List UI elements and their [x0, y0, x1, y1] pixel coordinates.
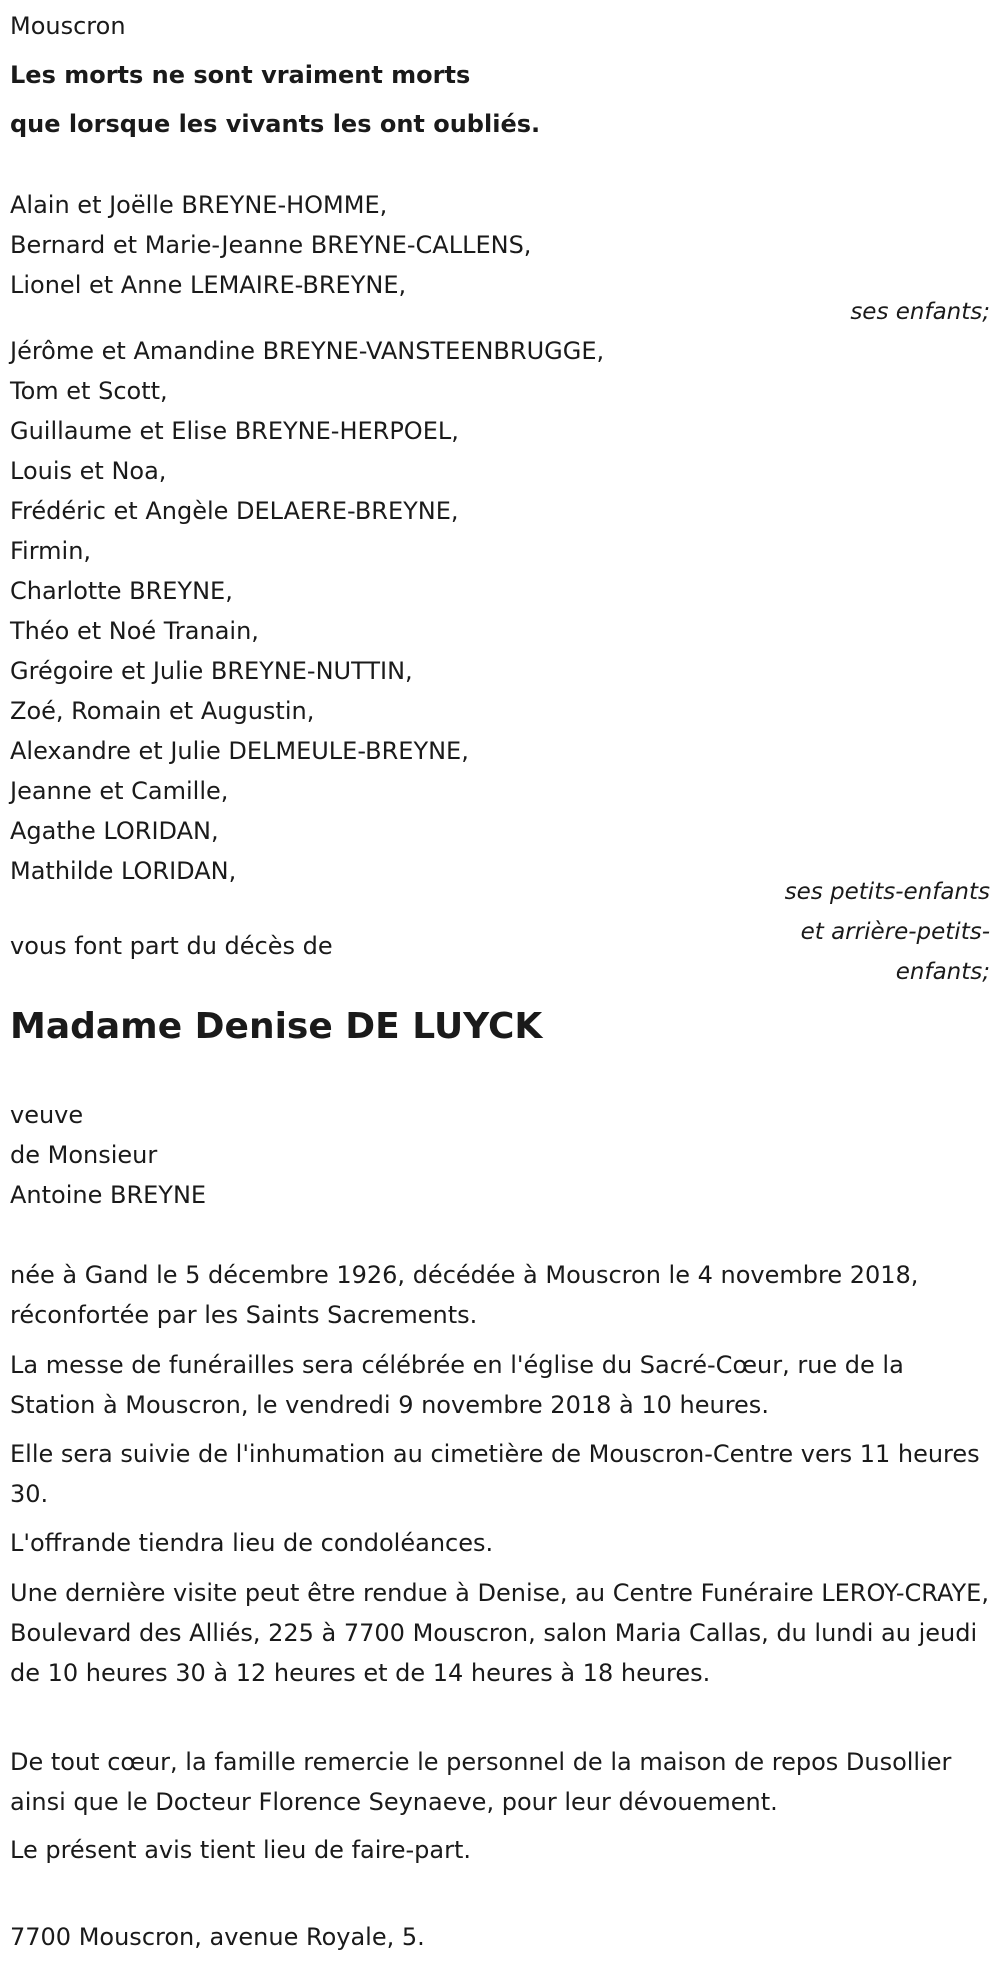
child-entry: Lionel et Anne LEMAIRE-BREYNE, [10, 271, 407, 299]
children-list [10, 185, 531, 305]
thanks-paragraph: De tout cœur, la famille remercie le personnel de la maison de repos Dusollier ainsi que le Docteur Florence Seynaeve, pour leur dévouement. [10, 1748, 952, 1816]
widow-line-1: veuve [10, 1101, 84, 1129]
quote-line-1: Les morts ne sont vraiment morts [10, 61, 471, 89]
grandchild-entry: Firmin, [10, 537, 92, 565]
grandchild-entry: Grégoire et Julie BREYNE-NUTTIN, [10, 657, 413, 685]
grandchildren-label-line-1: ses petits-enfants [784, 879, 990, 905]
quote-line-2: que lorsque les vivants les ont oubliés. [10, 110, 541, 138]
city-heading: Mouscron [10, 12, 126, 40]
children-label: ses enfants; [850, 299, 990, 325]
notice-paragraph: Le présent avis tient lieu de faire-part. [10, 1836, 472, 1864]
birth-death-paragraph: née à Gand le 5 décembre 1926, décédée à Mouscron le 4 novembre 2018, réconfortée par les Saints Sacrements. [10, 1261, 919, 1329]
widow-line-2: de Monsieur [10, 1141, 158, 1169]
widow-line-3: Antoine BREYNE [10, 1181, 207, 1209]
grandchildren-label [785, 872, 990, 992]
visit-paragraph: Une dernière visite peut être rendue à Denise, au Centre Funéraire LEROY-CRAYE, Boulevard des Alliés, 225 à 7700 Mouscron, salon Maria Callas, du lundi au jeudi de 10 heures 30 à 12 heures et de 14 heures à 18 heures. [10, 1579, 989, 1687]
deceased-name: Madame Denise DE LUYCK [10, 1006, 543, 1047]
grandchild-entry: Alexandre et Julie DELMEULE-BREYNE, [10, 737, 469, 765]
grandchild-entry: Louis et Noa, [10, 457, 167, 485]
grandchild-entry: Jérôme et Amandine BREYNE-VANSTEENBRUGGE, [10, 337, 605, 365]
grandchild-entry: Zoé, Romain et Augustin, [10, 697, 315, 725]
grandchild-entry: Tom et Scott, [10, 377, 168, 405]
widow-block [10, 1095, 206, 1215]
grandchildren-list [10, 331, 604, 891]
grandchild-entry: Guillaume et Elise BREYNE-HERPOEL, [10, 417, 459, 445]
grandchild-entry: Charlotte BREYNE, [10, 577, 233, 605]
funeral-mass-paragraph: La messe de funérailles sera célébrée en l'église du Sacré-Cœur, rue de la Station à Mouscron, le vendredi 9 novembre 2018 à 10 heures. [10, 1351, 904, 1419]
child-entry: Alain et Joëlle BREYNE-HOMME, [10, 191, 388, 219]
address-line: 7700 Mouscron, avenue Royale, 5. [10, 1923, 425, 1951]
child-entry: Bernard et Marie-Jeanne BREYNE-CALLENS, [10, 231, 532, 259]
grandchild-entry: Théo et Noé Tranain, [10, 617, 259, 645]
grandchild-entry: Agathe LORIDAN, [10, 817, 219, 845]
offering-paragraph: L'offrande tiendra lieu de condoléances. [10, 1529, 494, 1557]
grandchildren-label-line-2: et arrière-petits- [800, 919, 990, 945]
announcement-text: vous font part du décès de [10, 932, 333, 960]
grandchild-entry: Frédéric et Angèle DELAERE-BREYNE, [10, 497, 459, 525]
grandchild-entry: Mathilde LORIDAN, [10, 857, 237, 885]
burial-paragraph: Elle sera suivie de l'inhumation au cimetière de Mouscron-Centre vers 11 heures 30. [10, 1440, 980, 1508]
grandchild-entry: Jeanne et Camille, [10, 777, 229, 805]
grandchildren-label-line-3: enfants; [895, 959, 990, 985]
